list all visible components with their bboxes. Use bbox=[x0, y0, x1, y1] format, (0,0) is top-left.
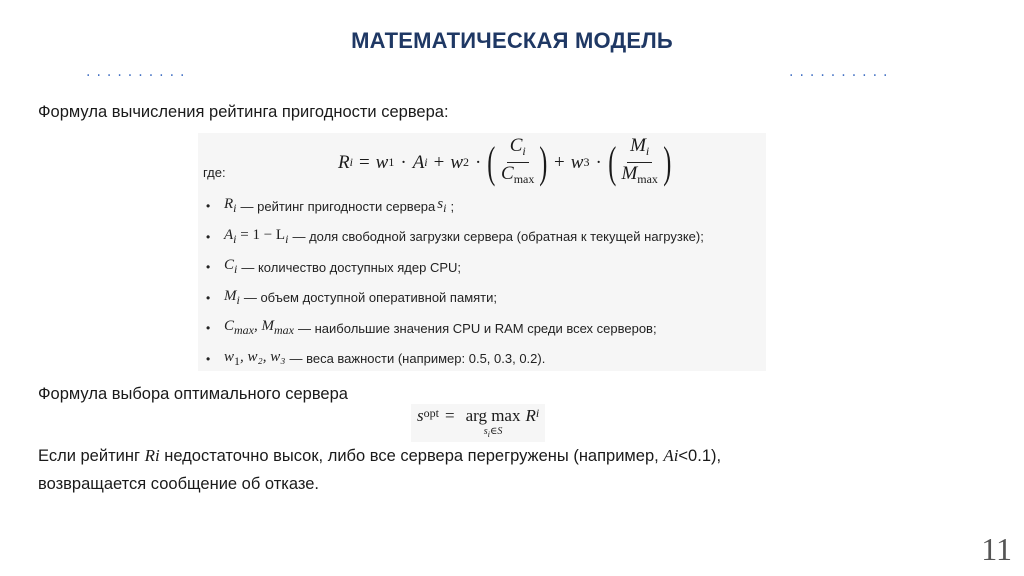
list-item: • $w_1$, w₂, w₃ — веса важности (например: 0.5, 0.3, 0.2). bbox=[206, 348, 546, 368]
rating-formula: R i = w 1 · A i + w 2 · ( $\frac{C_i}{C_{max}}$ ) + w 3 · ( $\frac{M_i}{M_{max}}$ ) bbox=[338, 135, 672, 187]
bullet-icon: • bbox=[206, 321, 211, 336]
variables-list bbox=[206, 191, 704, 374]
list-item: • $C_{max}$, $M_{max}$ — наибольшие значения CPU и RAM среди всех серверов; bbox=[206, 318, 657, 338]
list-item: • $A_i = 1 - L_i$ — доля свободной загрузки сервера (обратная к текущей нагрузке); bbox=[206, 226, 704, 246]
slide-title: МАТЕМАТИЧЕСКАЯ МОДЕЛЬ bbox=[351, 28, 673, 53]
opt-intro-text: Формула выбора оптимального сервера bbox=[38, 385, 348, 403]
bullet-icon: • bbox=[206, 229, 211, 244]
conclusion-text: Если рейтинг Ri недостаточно высок, либо все сервера перегружены (например, Ai<0.1), возвращается сообщение об отказе. bbox=[38, 446, 722, 493]
decor-dots-right: ·········· bbox=[789, 68, 894, 84]
optimal-server-formula: s opt = arg max $s_i\in S$ R i bbox=[411, 404, 545, 442]
list-item: • $C_i$ — количество доступных ядер CPU; bbox=[206, 257, 462, 277]
intro-text: Формула вычисления рейтинга пригодности сервера: bbox=[38, 103, 449, 121]
bullet-icon: • bbox=[206, 290, 211, 305]
rating-formula-image bbox=[198, 133, 766, 371]
bullet-icon: • bbox=[206, 260, 211, 275]
page-number: 11 bbox=[981, 531, 1012, 567]
bullet-icon: • bbox=[206, 351, 211, 366]
bullet-icon: • bbox=[206, 199, 211, 214]
where-label: где: bbox=[203, 165, 226, 180]
decor-dots-left: ·········· bbox=[86, 68, 191, 84]
list-item: • $M_i$ — объем доступной оперативной памяти; bbox=[206, 287, 497, 307]
list-item: • $R_i$ — рейтинг пригодности сервера $s_i$ ; bbox=[206, 196, 455, 216]
